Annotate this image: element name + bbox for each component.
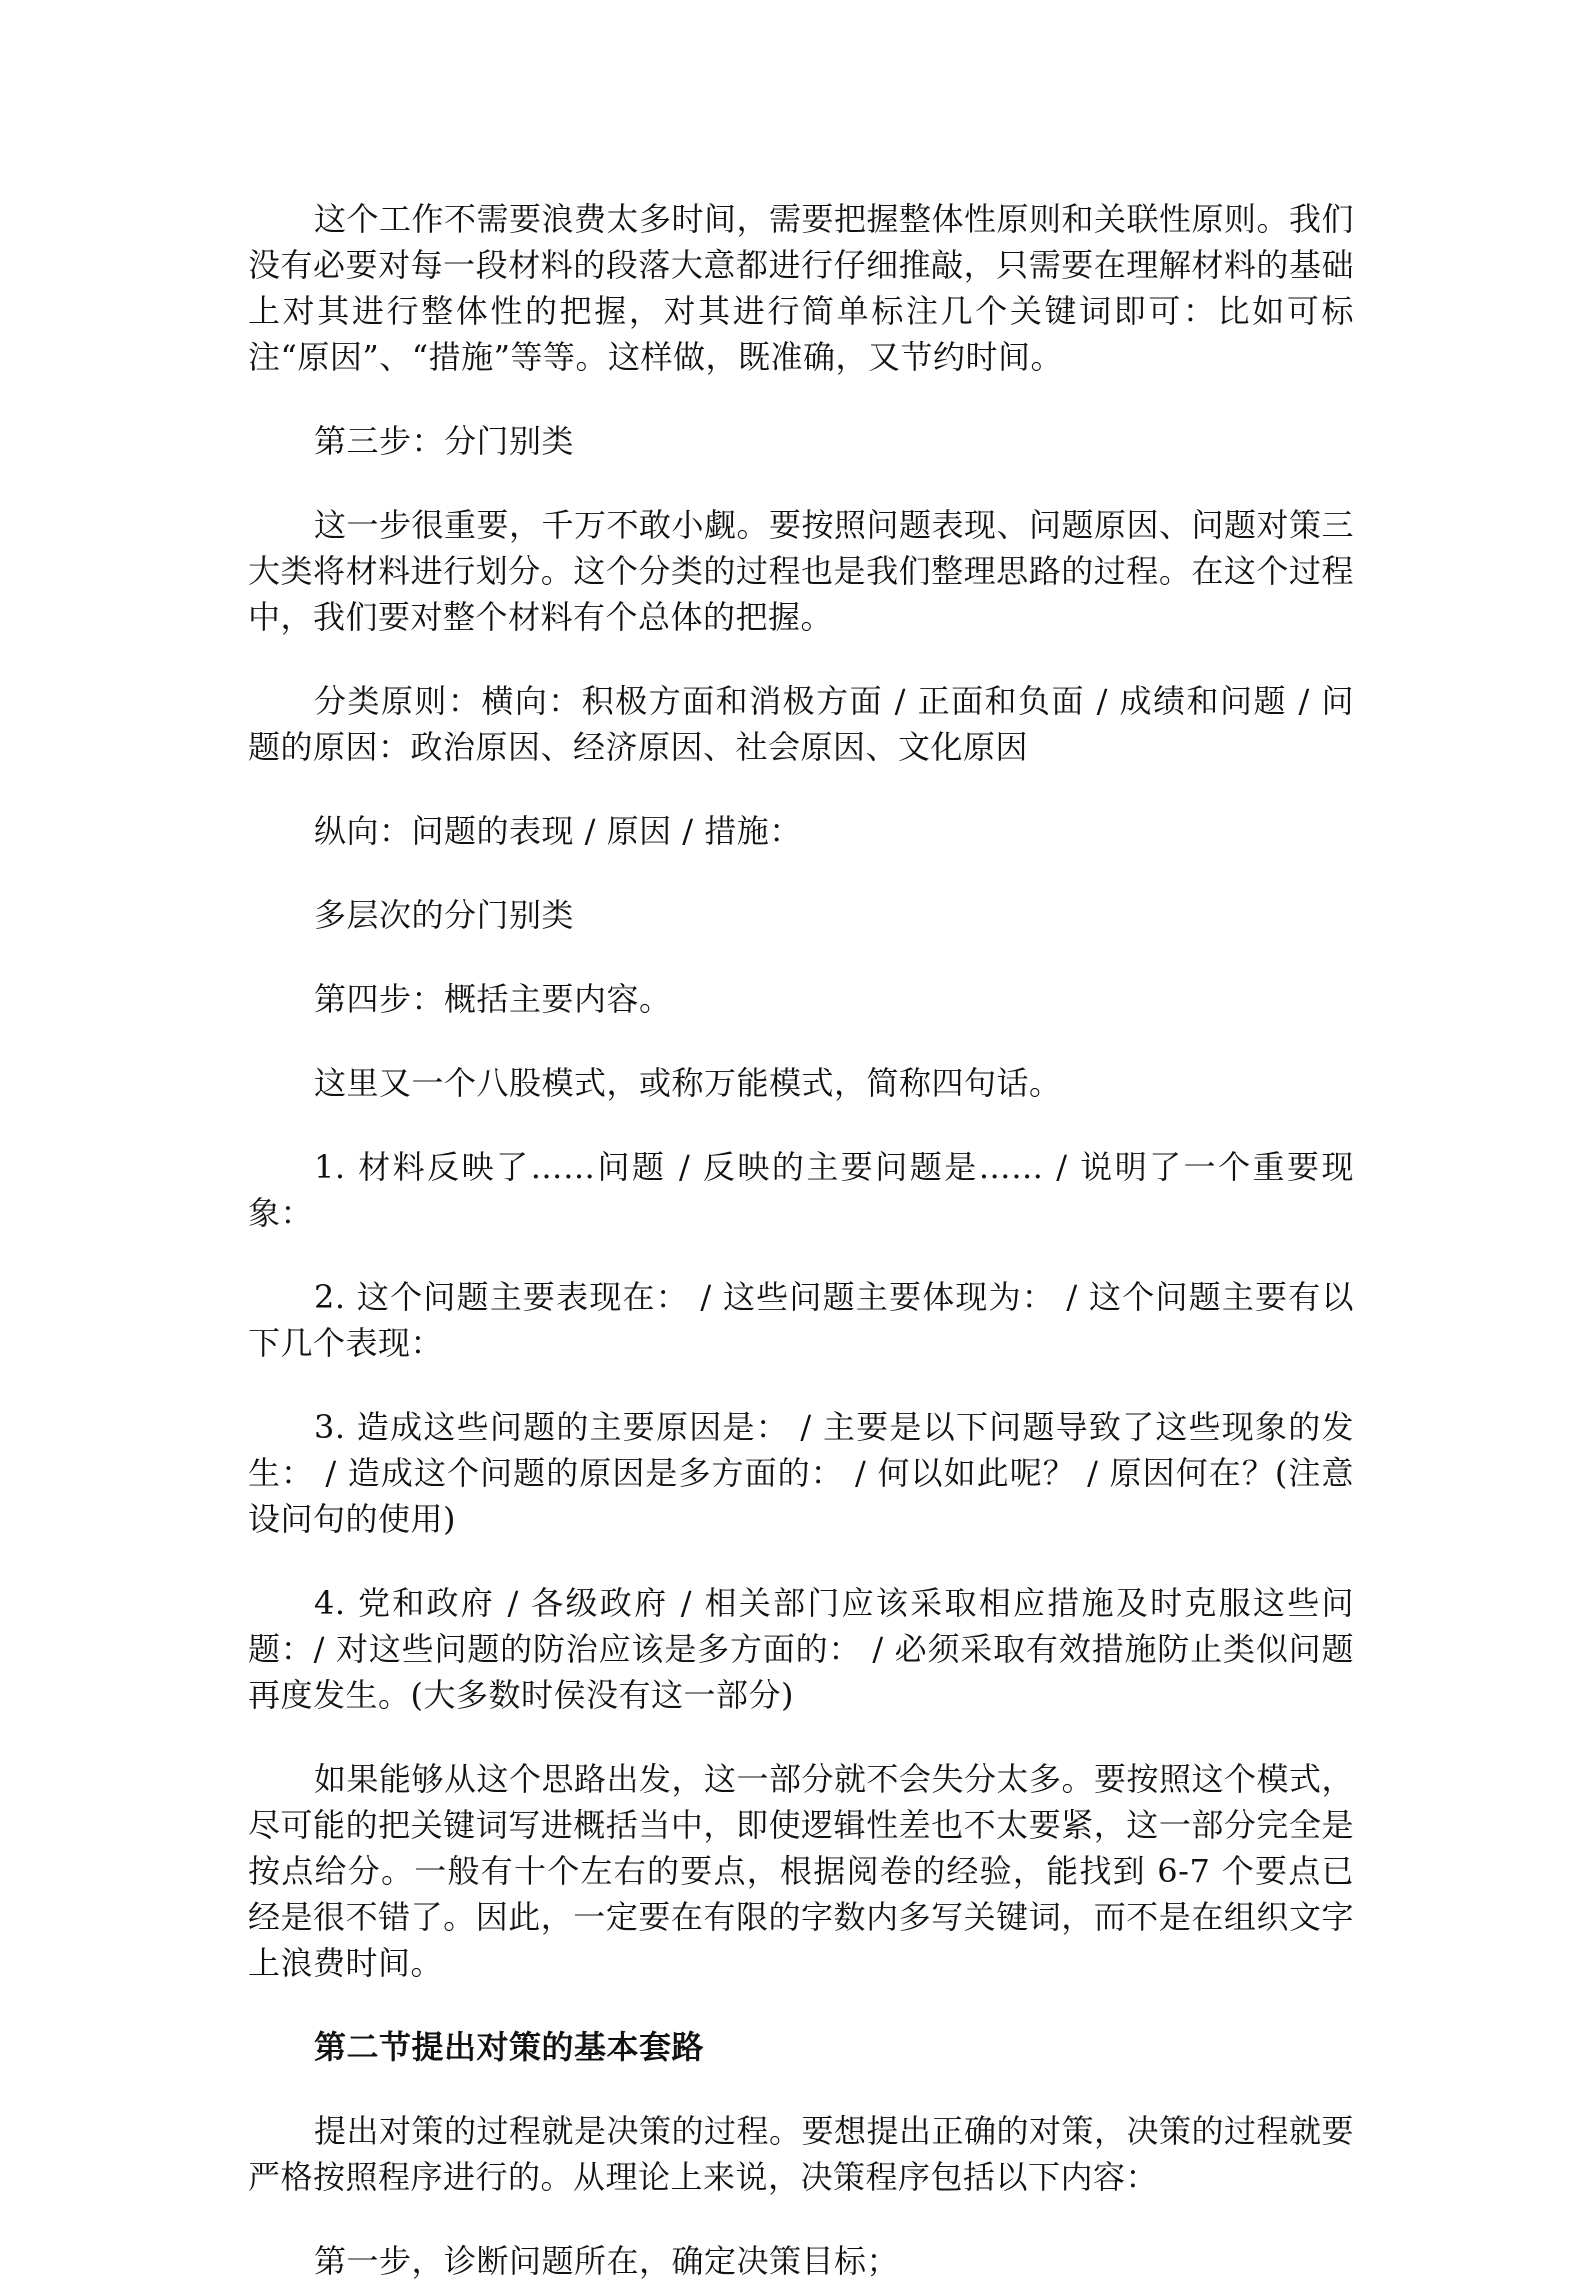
paragraph-multilevel: 多层次的分门别类	[314, 896, 575, 934]
paragraph-template-intro: 这里又一个八股模式，或称万能模式，简称四句话。	[314, 1064, 1062, 1102]
paragraph-point-1: 1. 材料反映了……问题 / 反映的主要问题是…… / 说明了一个重要现象：	[248, 1148, 1354, 1232]
paragraph-vertical-principle: 纵向：问题的表现 / 原因 / 措施：	[314, 812, 802, 850]
paragraph-point-3: 3. 造成这些问题的主要原因是： / 主要是以下问题导致了这些现象的发生： / 造成这个问题的原因是多方面的： / 何以如此呢？ / 原因何在？(注意设问句的使用)	[248, 1408, 1354, 1538]
paragraph-conclusion: 如果能够从这个思路出发，这一部分就不会失分太多。要按照这个模式，尽可能的把关键词写进概括当中，即使逻辑性差也不太要紧，这一部分完全是按点给分。一般有十个左右的要点，根据阅卷的经验，能找到 6-7 个要点已经是很不错了。因此，一定要在有限的字数内多写关键词，而不是在组织文字上浪费时间。	[248, 1760, 1355, 1982]
paragraph-intro: 这个工作不需要浪费太多时间，需要把握整体性原则和关联性原则。我们没有必要对每一段材料的段落大意都进行仔细推敲，只需要在理解材料的基础上对其进行整体性的把握，对其进行简单标注几个关键词即可：比如可标注“原因”、“措施”等等。这样做，既准确，又节约时间。	[248, 200, 1355, 376]
paragraph-point-4: 4. 党和政府 / 各级政府 / 相关部门应该采取相应措施及时克服这些问题：/ 对这些问题的防治应该是多方面的： / 必须采取有效措施防止类似问题再度发生。(大多数时侯没有这一部分)	[248, 1584, 1354, 1714]
paragraph-point-2: 2. 这个问题主要表现在： / 这些问题主要体现为： / 这个问题主要有以下几个表现：	[248, 1278, 1354, 1362]
paragraph-step-four: 第四步：概括主要内容。	[314, 980, 672, 1018]
paragraph-decision-process: 提出对策的过程就是决策的过程。要想提出正确的对策，决策的过程就要严格按照程序进行的。从理论上来说，决策程序包括以下内容：	[248, 2112, 1355, 2196]
paragraph-horizontal-principle: 分类原则：横向：积极方面和消极方面 / 正面和负面 / 成绩和问题 / 问题的原因：政治原因、经济原因、社会原因、文化原因	[248, 682, 1354, 766]
paragraph-classification: 这一步很重要，千万不敢小觑。要按照问题表现、问题原因、问题对策三大类将材料进行划分。这个分类的过程也是我们整理思路的过程。在这个过程中，我们要对整个材料有个总体的把握。	[248, 506, 1355, 636]
section-heading: 第二节提出对策的基本套路	[314, 2028, 705, 2066]
paragraph-step-three: 第三步：分门别类	[314, 422, 575, 460]
paragraph-step-one: 第一步，诊断问题所在，确定决策目标；	[314, 2242, 900, 2280]
